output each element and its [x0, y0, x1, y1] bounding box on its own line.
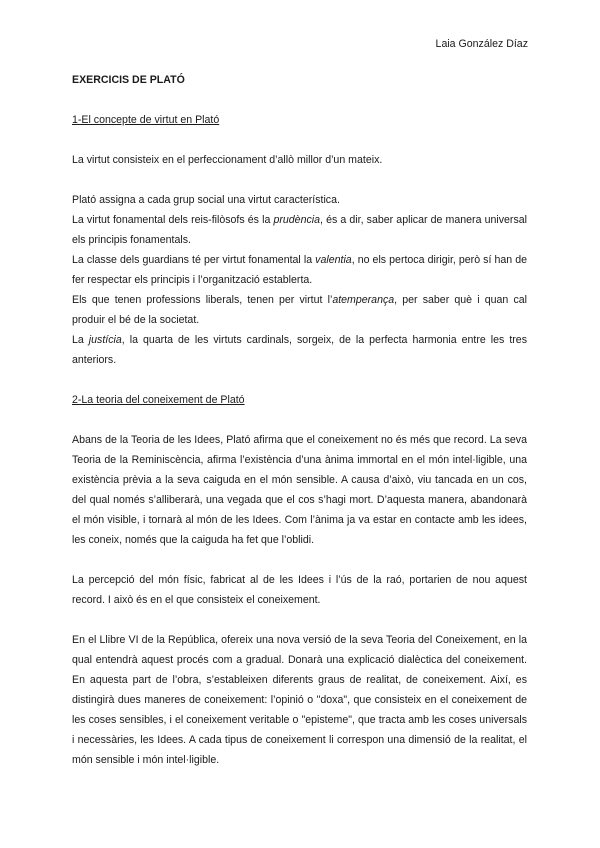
document-body	[72, 70, 527, 770]
text-run: Els que tenen professions liberals, tenen per virtut l’	[72, 294, 333, 306]
section1-paragraph-6	[72, 330, 527, 370]
section1-paragraph-5	[72, 290, 527, 330]
author-name: Laia González Díaz	[435, 38, 528, 50]
text-run: La virtut fonamental dels reis-filòsofs és la	[72, 214, 274, 226]
section2-heading: 2-La teoria del coneixement de Plató	[72, 394, 245, 406]
text-run: La classe dels guardians té per virtut fonamental la	[72, 254, 316, 266]
text-run: La	[72, 334, 89, 346]
text-run: , la quarta de les virtuts cardinals, sorgeix, de la perfecta harmonia entre les tres anteriors.	[72, 334, 527, 366]
section1-heading: 1-El concepte de virtut en Plató	[72, 114, 220, 126]
emphasis-atemperanca: atemperança	[332, 294, 395, 306]
emphasis-prudencia: prudència	[273, 214, 321, 226]
section1-paragraph-2: Plató assigna a cada grup social una virtut característica.	[72, 194, 340, 206]
section1-paragraph-1: La virtut consisteix en el perfeccionament d’allò millor d’un mateix.	[72, 154, 383, 166]
emphasis-justicia: justícia	[88, 334, 122, 346]
section2-paragraph-3: En el Llibre VI de la República, ofereix una nova versió de la seva Teoria del Coneixement, en la qual entendrà aquest procés com a gradual. Donarà una explicació dialèctica del coneixement. En aquesta part de l’obra, s’estableixen diferents graus de realitat, de coneixement. Així, es distingirà dues maneres de coneixement: l’opinió o "doxa", que consisteix en el coneixement de les coses sensibles, i el coneixement veritable o "episteme", que tracta amb les coses universals i necessàries, les Idees. A cada tipus de coneixement li correspon una dimensió de la realitat, el món sensible i món intel·ligible.	[72, 634, 527, 766]
section1-paragraph-4	[72, 250, 527, 290]
text-run: , per saber què i quan cal produir el bé de la societat.	[72, 294, 527, 326]
text-run: , és a dir, saber aplicar de manera universal els principis fonamentals.	[72, 214, 527, 246]
text-run: , no els pertoca dirigir, però sí han de fer respectar els principis i l’organització establerta.	[72, 254, 528, 286]
section1-paragraph-3	[72, 210, 527, 250]
page-title: EXERCICIS DE PLATÓ	[72, 74, 185, 86]
section2-paragraph-2: La percepció del món físic, fabricat al de les Idees i l’ús de la raó, portarien de nou aquest record. I això és en el que consisteix el coneixement.	[72, 574, 527, 606]
section2-paragraph-1: Abans de la Teoria de les Idees, Plató afirma que el coneixement no és més que record. La seva Teoria de la Reminiscència, afirma l’existència d’una ànima immortal en el món intel·ligible, una existència prèvia a la seva caiguda en el món sensible. A causa d’això, viu tancada en un cos, del qual només s’alliberarà, una vegada que el cos s’hagi mort. D’aquesta manera, abandonarà el món visible, i tornarà al món de les Idees. Com l’ànima ja va estar en contacte amb les idees, les coneix, només que la caiguda ha fet que l’oblidi.	[72, 434, 527, 546]
emphasis-valentia: valentia	[315, 254, 352, 266]
